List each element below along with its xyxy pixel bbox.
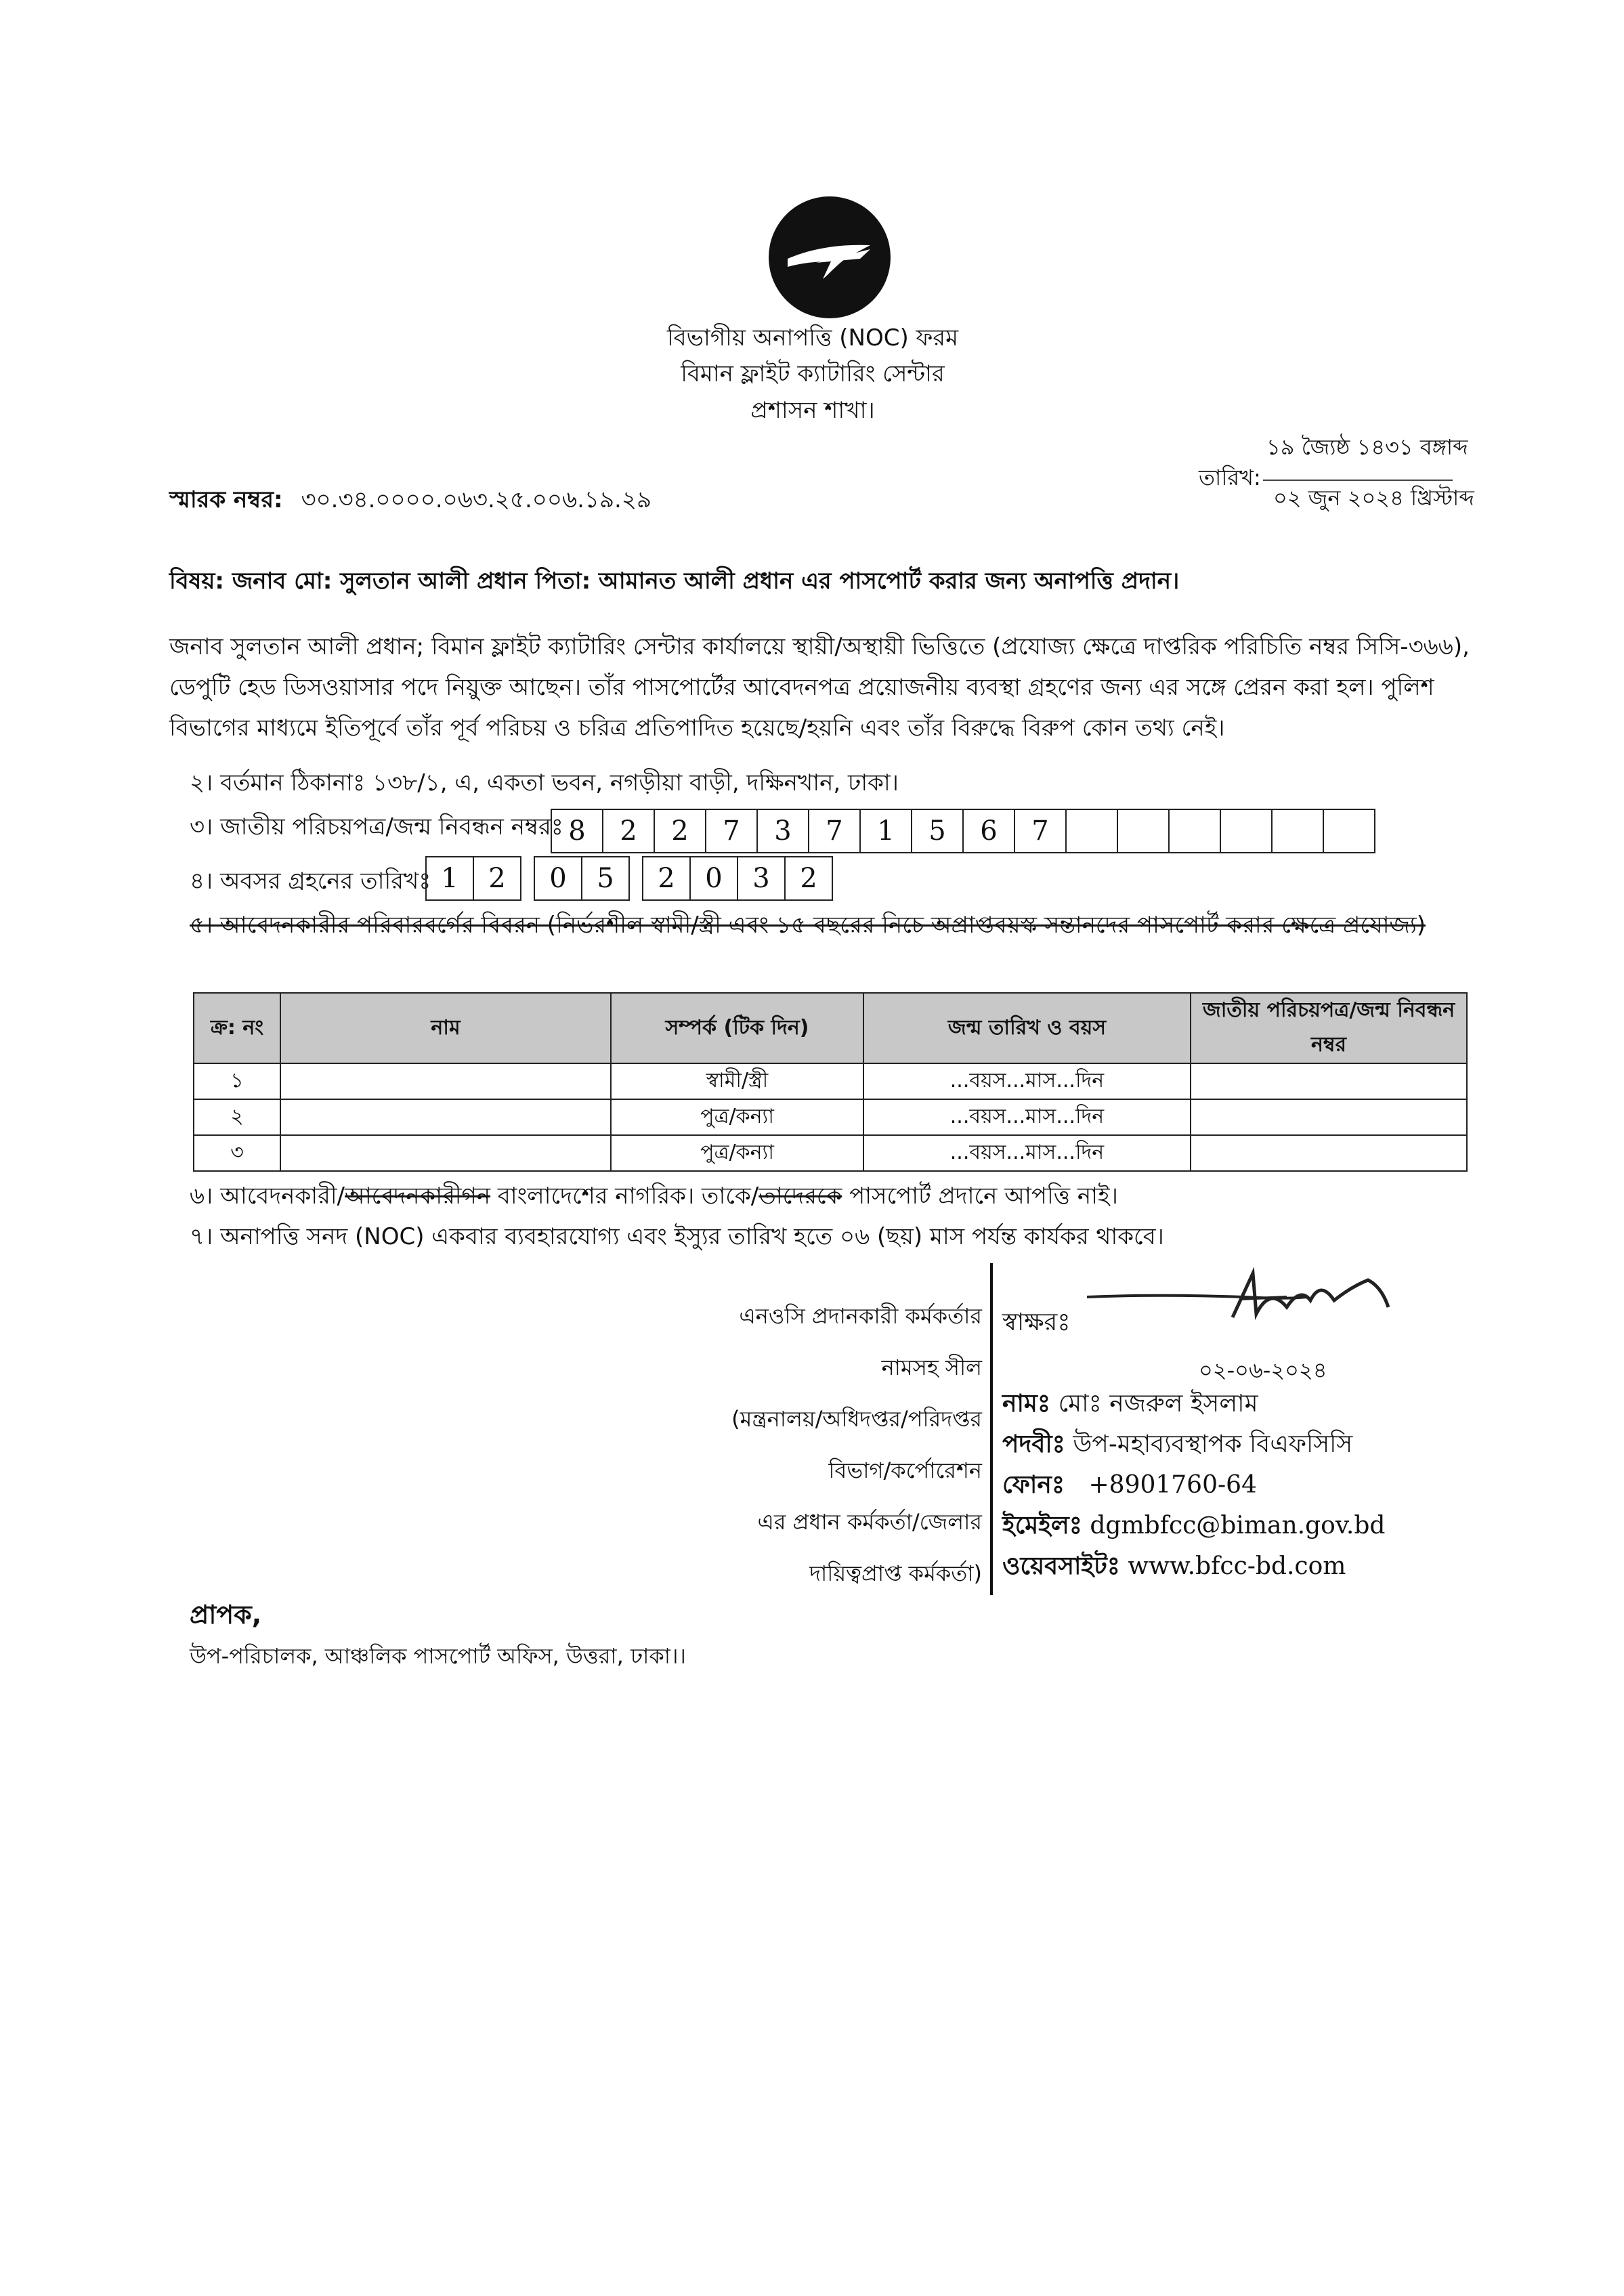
phone-line [1002, 1466, 1257, 1507]
clause-6-struck: আবেদনকারীগন [345, 1183, 491, 1210]
cell-relation: পুত্র/কন্যা [611, 1099, 863, 1135]
website-line [1002, 1548, 1346, 1588]
nid-digit-box: 2 [654, 809, 706, 853]
memo-label: স্মারক নম্বর: [169, 486, 283, 513]
sig-left-line: এনওসি প্রদানকারী কর্মকর্তার [739, 1303, 982, 1329]
sign-date: ০২-০৬-২০২৪ [1199, 1357, 1327, 1383]
nid-digit-box [1271, 809, 1324, 853]
clause-6-part: বাংলাদেশের নাগরিক। তাকে/ [490, 1183, 759, 1210]
family-heading-text: ৫। আবেদনকারীর পরিবারবর্গের বিবরন (নির্ভরশীল স্বামী/স্ত্রী এবং ১৫ বছরের নিচে অপ্রাপ্তবয়স্ক সন্তানদের পাসপোর্ট করার ক্ষেত্রে প্রযোজ্য) [190, 912, 1426, 939]
clause-6-part: ৬। আবেদনকারী/ [190, 1183, 345, 1210]
cell-relation: পুত্র/কন্যা [611, 1135, 863, 1171]
org-name: বিমান ফ্লাইট ক্যাটারিং সেন্টার [681, 360, 945, 387]
biman-logo-icon [769, 196, 891, 318]
clause-6 [190, 1178, 1118, 1217]
nid-digit-box: 5 [911, 809, 964, 853]
table-row [194, 1135, 1467, 1171]
recipient-address: উপ-পরিচালক, আঞ্চলিক পাসপোর্ট অফিস, উত্তরা, ঢাকা।। [190, 1643, 686, 1669]
nid-digit-box: 7 [808, 809, 861, 853]
divider [990, 1263, 993, 1595]
nid-digit-box: 1 [859, 809, 912, 853]
col-relation: সম্পর্ক (টিক দিন) [611, 993, 863, 1063]
signatory-website: www.bfcc-bd.com [1128, 1552, 1346, 1580]
col-nid: জাতীয় পরিচয়পত্র/জন্ম নিবন্ধন নম্বর [1191, 993, 1467, 1063]
signatory-phone: +8901760-64 [1088, 1471, 1257, 1499]
nid-digit-box: 7 [1014, 809, 1067, 853]
cell-name [280, 1063, 611, 1099]
cell-dob: ...বয়স...মাস...দিন [863, 1135, 1191, 1171]
nid-digit-box [1117, 809, 1170, 853]
nid-label: ৩। জাতীয় পরিচয়পত্র/জন্ম নিবন্ধন নম্বরঃ [190, 813, 563, 841]
name-line [1002, 1385, 1258, 1426]
sig-left-line: (মন্ত্রনালয়/অধিদপ্তর/পরিদপ্তর [731, 1406, 982, 1432]
cell-nid [1191, 1099, 1467, 1135]
nid-boxes [552, 809, 1375, 853]
col-dob: জন্ম তারিখ ও বয়স [863, 993, 1191, 1063]
cell-dob: ...বয়স...মাস...দিন [863, 1099, 1191, 1135]
signatory-name: মোঃ নজরুল ইসলাম [1058, 1390, 1258, 1418]
email-line [1002, 1507, 1385, 1548]
cell-dob: ...বয়স...মাস...দিন [863, 1063, 1191, 1099]
cell-name [280, 1135, 611, 1171]
retirement-date-boxes [427, 856, 847, 901]
subject: বিষয়: জনাব মো: সুলতান আলী প্রধান পিতা: আমানত আলী প্রধান এর পাসপোর্ট করার জন্য অনাপত্তি প্রদান। [169, 568, 1180, 595]
sig-left-line: বিভাগ/কর্পোরেশন [828, 1458, 982, 1483]
retirement-digit-box: 2 [473, 856, 521, 901]
clause-6-struck: তাদেরকে [758, 1183, 842, 1210]
family-table [193, 992, 1468, 1172]
handwritten-signature [1084, 1260, 1395, 1341]
signatory-designation: উপ-মহাব্যবস্থাপক বিএফসিসি [1073, 1430, 1353, 1458]
form-title: বিভাগীয় অনাপত্তি (NOC) ফরম [667, 324, 958, 352]
date-english: ০২ জুন ২০২৪ খ্রিস্টাব্দ [1273, 485, 1474, 511]
memo-number: ৩০.৩৪.০০০০.০৬৩.২৫.০০৬.১৯.২৯ [301, 486, 652, 513]
retirement-digit-box: 5 [581, 856, 630, 901]
retirement-digit-box: 0 [534, 856, 582, 901]
clause-7: ৭। অনাপত্তি সনদ (NOC) একবার ব্যবহারযোগ্য এবং ইস্যুর তারিখ হতে ০৬ (ছয়) মাস পর্যন্ত কার্যকর থাকবে। [190, 1223, 1164, 1250]
table-row [194, 1099, 1467, 1135]
signatory-email: dgmbfcc@biman.gov.bd [1090, 1512, 1386, 1539]
col-name: নাম [280, 993, 611, 1063]
phone-label: ফোনঃ [1002, 1471, 1065, 1499]
family-heading [190, 908, 1426, 946]
cell-name [280, 1099, 611, 1135]
nid-digit-box [1168, 809, 1221, 853]
sign-label: স্বাক্ষরঃ [1002, 1309, 1071, 1336]
cell-serial: ৩ [194, 1135, 280, 1171]
designation-label: পদবীঃ [1002, 1430, 1065, 1458]
retirement-digit-box: 3 [737, 856, 786, 901]
nid-digit-box [1323, 809, 1375, 853]
sig-left-line: নামসহ সীল [881, 1355, 982, 1380]
retirement-digit-box: 2 [642, 856, 691, 901]
present-address: ২। বর্তমান ঠিকানাঃ ১৩৮/১, এ, একতা ভবন, নগড়ীয়া বাড়ী, দক্ষিনখান, ঢাকা। [190, 769, 899, 796]
clause-6-part: পাসপোর্ট প্রদানে আপত্তি নাই। [842, 1183, 1118, 1210]
nid-digit-box: 7 [705, 809, 758, 853]
designation-line [1002, 1426, 1352, 1466]
nid-digit-box [1065, 809, 1118, 853]
table-row [194, 1063, 1467, 1099]
sig-left-line: এর প্রধান কর্মকর্তা/জেলার [757, 1509, 982, 1535]
date-bangla: ১৯ জ্যৈষ্ঠ ১৪৩১ বঙ্গাব্দ [1266, 434, 1468, 460]
retirement-day-group [427, 856, 521, 901]
body-line-1: জনাব সুলতান আলী প্রধান; বিমান ফ্লাইট ক্যাটারিং সেন্টার কার্যালয়ে স্থায়ী/অস্থায়ী ভিত্তিতে (প্রযোজ্য ক্ষেত্রে দাপ্তরিক পরিচিতি নম্বর সিসি-৩৬৬), [169, 633, 1470, 660]
retirement-month-group [535, 856, 630, 901]
date-label: তারিখ: [1199, 465, 1261, 490]
nid-digit-box: 3 [756, 809, 809, 853]
nid-digit-box [1220, 809, 1273, 853]
nid-digit-box: 6 [962, 809, 1015, 853]
cell-nid [1191, 1135, 1467, 1171]
recipient-label: প্রাপক, [190, 1600, 262, 1630]
body-line-3: বিভাগের মাধ্যমে ইতিপূর্বে তাঁর পূর্ব পরিচয় ও চরিত্র প্রতিপাদিত হয়েছে/হয়নি এবং তাঁর বিরুদ্ধে বিরুপ কোন তথ্য নেই। [169, 715, 1225, 742]
website-label: ওয়েবসাইটঃ [1002, 1552, 1120, 1580]
name-label: নামঃ [1002, 1390, 1051, 1418]
memo-line [169, 482, 651, 521]
section-name: প্রশাসন শাখা। [750, 397, 875, 424]
signatory-designation-block [684, 1290, 982, 1599]
retirement-year-group [643, 856, 833, 901]
cell-serial: ১ [194, 1063, 280, 1099]
cell-nid [1191, 1063, 1467, 1099]
retirement-digit-box: 1 [425, 856, 474, 901]
col-serial: ক্র: নং [194, 993, 280, 1063]
sig-left-line: দায়িত্বপ্রাপ্ত কর্মকর্তা) [809, 1560, 982, 1586]
cell-relation: স্বামী/স্ত্রী [611, 1063, 863, 1099]
email-label: ইমেইলঃ [1002, 1512, 1082, 1539]
body-paragraph [169, 626, 1476, 748]
retirement-digit-box: 0 [689, 856, 738, 901]
body-line-2: ডেপুটি হেড ডিসওয়াসার পদে নিয়ুক্ত আছেন। তাঁর পাসপোর্টের আবেদনপত্র প্রয়োজনীয় ব্যবস্থা গ্রহণের জন্য এর সঙ্গে প্রেরন করা হল। পুলিশ [169, 674, 1434, 701]
cell-serial: ২ [194, 1099, 280, 1135]
retirement-digit-box: 2 [784, 856, 833, 901]
nid-digit-box: 2 [602, 809, 655, 853]
retirement-label: ৪। অবসর গ্রহনের তারিখঃ [190, 868, 431, 895]
nid-digit-box: 8 [551, 809, 603, 853]
